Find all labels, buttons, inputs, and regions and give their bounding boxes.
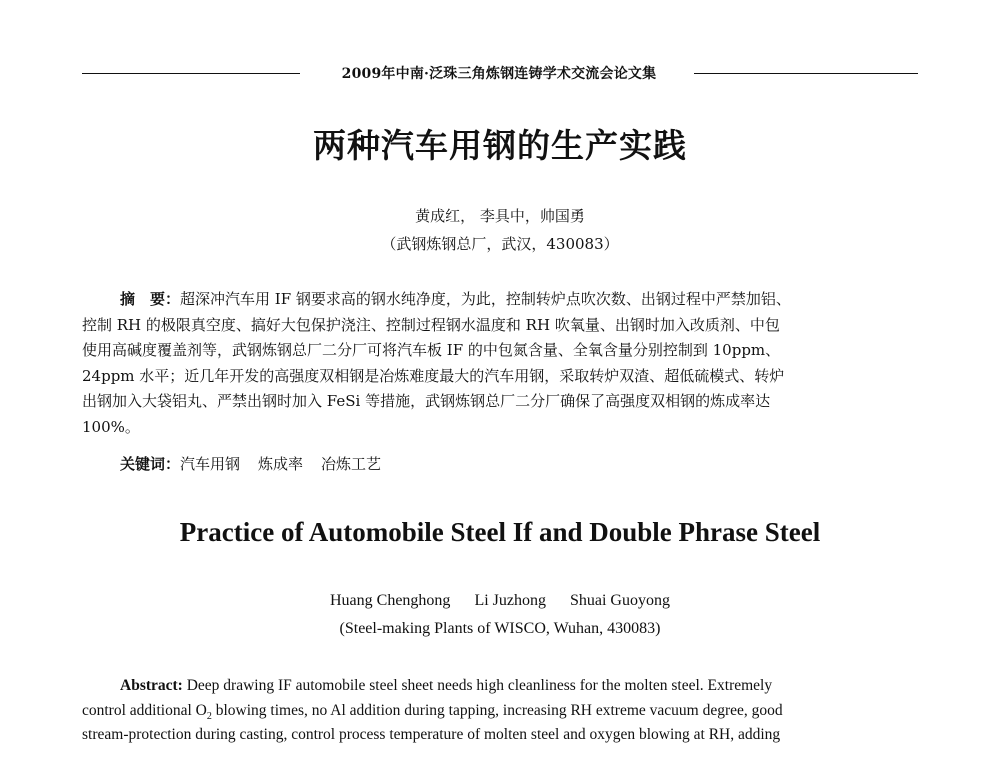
cn-keywords-label: 关键词： <box>120 455 181 473</box>
en-author: Huang Chenghong <box>330 592 451 609</box>
en-affiliation: (Steel-making Plants of WISCO, Wuhan, 430083) <box>339 620 661 637</box>
en-abstract-line: stream-protection during casting, control process temperature of molten steel and oxygen blowing at RH, adding <box>82 726 781 743</box>
cn-abstract-text: 超深冲汽车用 IF 钢要求高的钢水纯净度，为此，控制转炉点吹次数、出钢过程中严禁加铝、 <box>180 290 791 308</box>
header-rule-right <box>694 73 918 74</box>
en-author: Shuai Guoyong <box>569 592 670 609</box>
cn-abstract-line: 24ppm 水平；近几年开发的高强度双相钢是冶炼难度最大的汽车用钢，采取转炉双渣、超低硫模式、转炉 <box>82 366 785 385</box>
en-abstract-label: Abstract: <box>120 677 183 694</box>
header-rule-left <box>82 73 300 74</box>
keyword: 冶炼工艺 <box>321 455 382 473</box>
cn-abstract-line: 出钢加入大袋铝丸、严禁出钢时加入 FeSi 等措施，武钢炼钢总厂二分厂确保了高强度双相钢的炼成率达 <box>82 392 771 410</box>
en-abstract-text: Deep drawing IF automobile steel sheet needs high cleanliness for the molten steel. Extremely <box>182 677 773 694</box>
cn-abstract-label: 摘 要： <box>120 290 181 308</box>
en-author: Li Juzhong <box>474 592 546 609</box>
cn-abstract-line: 100%。 <box>82 417 140 436</box>
subscript: 2 <box>206 710 212 722</box>
en-abstract-text: blowing times, no Al addition during tapping, increasing RH extreme vacuum degree, good <box>211 701 783 719</box>
keyword: 汽车用钢 <box>180 455 241 473</box>
en-abstract-line <box>82 674 918 699</box>
en-abstract-text: control additional O <box>82 701 207 719</box>
cn-abstract-line: 使用高碱度覆盖剂等，武钢炼钢总厂二分厂可将汽车板 IF 的中包氮含量、全氧含量分别控制到 10ppm、 <box>82 341 781 359</box>
cn-authors: 黄成红， 李具中，帅国勇 <box>415 207 585 225</box>
en-paper-title: Practice of Automobile Steel If and Double Phrase Steel <box>179 517 821 547</box>
en-authors <box>0 592 1000 610</box>
cn-keywords <box>120 453 399 474</box>
cn-abstract-line: 控制 RH 的极限真空度、搞好大包保护浇注、控制过程钢水温度和 RH 吹氧量、出钢时加入改质剂、中包 <box>82 315 780 334</box>
cn-abstract-line <box>82 287 918 313</box>
running-header-title: 2009年中南·泛珠三角炼钢连铸学术交流会论文集 <box>341 66 657 82</box>
en-abstract <box>82 674 918 748</box>
cn-affiliation: （武钢炼钢总厂，武汉，430083） <box>381 235 619 253</box>
running-header <box>82 60 918 86</box>
en-abstract-line <box>82 699 918 724</box>
keyword: 炼成率 <box>258 455 304 473</box>
cn-abstract <box>82 287 918 440</box>
cn-paper-title: 两种汽车用钢的生产实践 <box>313 126 687 165</box>
